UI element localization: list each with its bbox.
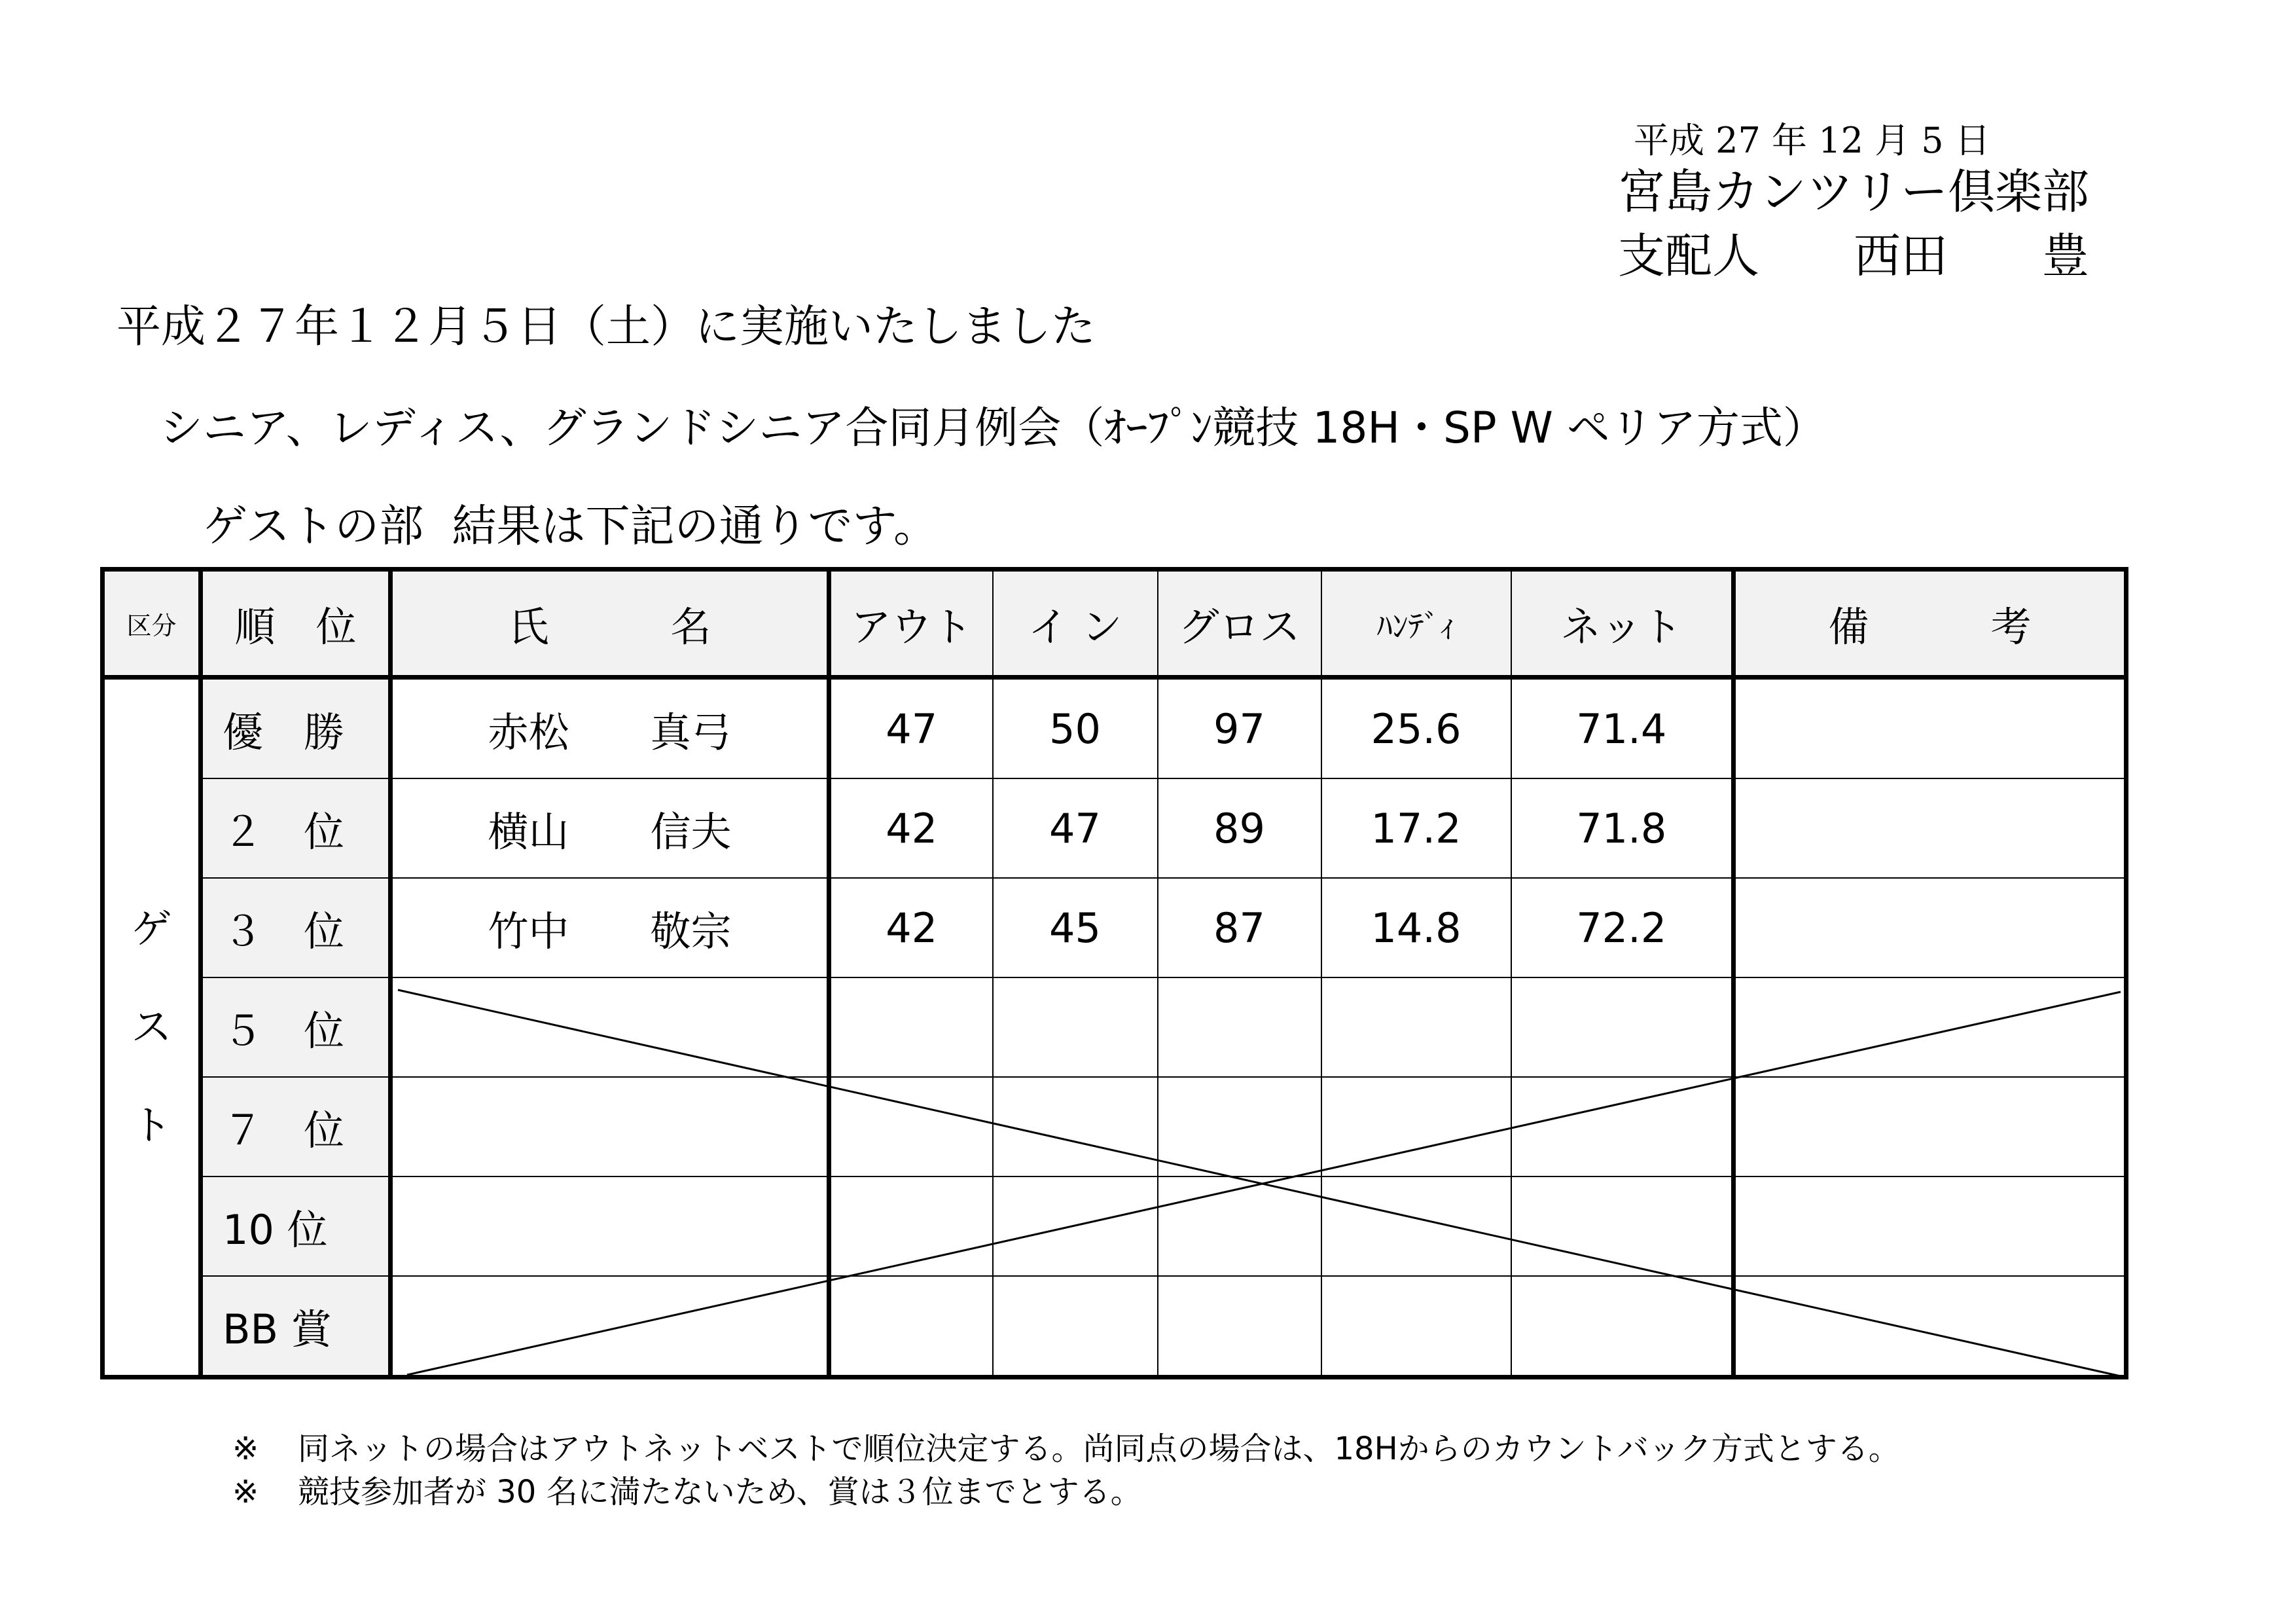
intro-line-3: ゲストの部 結果は下記の通りです。	[203, 501, 939, 553]
handicap-cell	[1321, 1077, 1511, 1176]
in-cell	[993, 1176, 1158, 1276]
rank-cell: ７ 位	[201, 1077, 391, 1176]
name-cell: 赤松 真弓	[391, 678, 829, 779]
in-cell: 45	[993, 878, 1158, 977]
rank-cell: ２ 位	[201, 778, 391, 878]
name-cell	[391, 977, 829, 1077]
out-cell: 42	[829, 778, 993, 878]
out-cell	[829, 1176, 993, 1276]
out-cell: 47	[829, 678, 993, 779]
remarks-cell	[1734, 878, 2126, 977]
in-cell: 47	[993, 778, 1158, 878]
out-cell	[829, 977, 993, 1077]
header-net: ネット	[1511, 570, 1734, 678]
in-cell	[993, 1276, 1158, 1377]
header-row	[103, 570, 2126, 678]
issue-date: 平成 27 年 12 月 5 日	[1634, 120, 1990, 161]
header-out: アウト	[829, 570, 993, 678]
remarks-cell	[1734, 1176, 2126, 1276]
organization-block	[1618, 160, 2089, 288]
in-cell	[993, 1077, 1158, 1176]
name-cell	[391, 1276, 829, 1377]
net-cell	[1511, 1176, 1734, 1276]
note-text: 同ネットの場合はアウトネットベストで順位決定する。尚同点の場合は、18Hからのカウントバック方式とする。	[298, 1431, 1900, 1467]
note-text: 競技参加者が 30 名に満たないため、賞は３位までとする。	[298, 1474, 1142, 1510]
remarks-cell	[1734, 977, 2126, 1077]
name-cell: 竹中 敬宗	[391, 878, 829, 977]
club-name: 宮島カンツリー倶楽部	[1618, 164, 2090, 219]
gross-cell	[1158, 977, 1321, 1077]
header-in: イ ン	[993, 570, 1158, 678]
gross-cell	[1158, 1077, 1321, 1176]
header-rank: 順 位	[201, 570, 391, 678]
in-cell	[993, 977, 1158, 1077]
net-cell	[1511, 1276, 1734, 1377]
in-cell: 50	[993, 678, 1158, 779]
net-cell: 72.2	[1511, 878, 1734, 977]
net-cell	[1511, 1077, 1734, 1176]
note-mark: ※	[232, 1431, 259, 1467]
rank-cell: BB 賞	[201, 1276, 391, 1377]
rank-cell: 10 位	[201, 1176, 391, 1276]
handicap-cell	[1321, 977, 1511, 1077]
handicap-cell: 14.8	[1321, 878, 1511, 977]
out-cell	[829, 1077, 993, 1176]
header-gross: グロス	[1158, 570, 1321, 678]
table-row	[103, 678, 2126, 779]
header-remarks: 備 考	[1734, 570, 2126, 678]
remarks-cell	[1734, 678, 2126, 779]
gross-cell	[1158, 1176, 1321, 1276]
handicap-cell	[1321, 1276, 1511, 1377]
name-cell	[391, 1176, 829, 1276]
net-cell: 71.4	[1511, 678, 1734, 779]
note-1	[232, 1427, 1900, 1470]
kubun-label: ゲスト	[131, 905, 172, 1149]
out-cell	[829, 1276, 993, 1377]
table-row	[103, 977, 2126, 1077]
table-row	[103, 1276, 2126, 1377]
kubun-cell	[103, 678, 201, 1377]
intro-line-1: 平成２７年１２月５日（土）に実施いたしました	[117, 301, 1096, 353]
gross-cell: 97	[1158, 678, 1321, 779]
table-row	[103, 778, 2126, 878]
note-2	[232, 1470, 1900, 1514]
notes-block	[232, 1427, 1900, 1514]
remarks-cell	[1734, 778, 2126, 878]
out-cell: 42	[829, 878, 993, 977]
net-cell	[1511, 977, 1734, 1077]
table-row	[103, 1077, 2126, 1176]
header-kubun: 区分	[103, 570, 201, 678]
intro-line-2: シニア、レディス、グランドシニア合同月例会（ｵｰﾌﾟﾝ競技 18H・SP W ペリア方式）	[160, 403, 1826, 453]
gross-cell	[1158, 1276, 1321, 1377]
rank-cell: ５ 位	[201, 977, 391, 1077]
handicap-cell: 17.2	[1321, 778, 1511, 878]
results-table	[100, 567, 2128, 1379]
handicap-cell	[1321, 1176, 1511, 1276]
table-row	[103, 1176, 2126, 1276]
header-handicap: ﾊﾝﾃﾞｨ	[1321, 570, 1511, 678]
gross-cell: 89	[1158, 778, 1321, 878]
table-row	[103, 878, 2126, 977]
rank-cell: 優 勝	[201, 678, 391, 779]
remarks-cell	[1734, 1077, 2126, 1176]
handicap-cell: 25.6	[1321, 678, 1511, 779]
remarks-cell	[1734, 1276, 2126, 1377]
name-cell: 横山 信夫	[391, 778, 829, 878]
name-cell	[391, 1077, 829, 1176]
header-name: 氏 名	[391, 570, 829, 678]
rank-cell: ３ 位	[201, 878, 391, 977]
net-cell: 71.8	[1511, 778, 1734, 878]
manager-name: 支配人 西田 豊	[1618, 228, 2090, 283]
note-mark: ※	[232, 1474, 259, 1510]
gross-cell: 87	[1158, 878, 1321, 977]
